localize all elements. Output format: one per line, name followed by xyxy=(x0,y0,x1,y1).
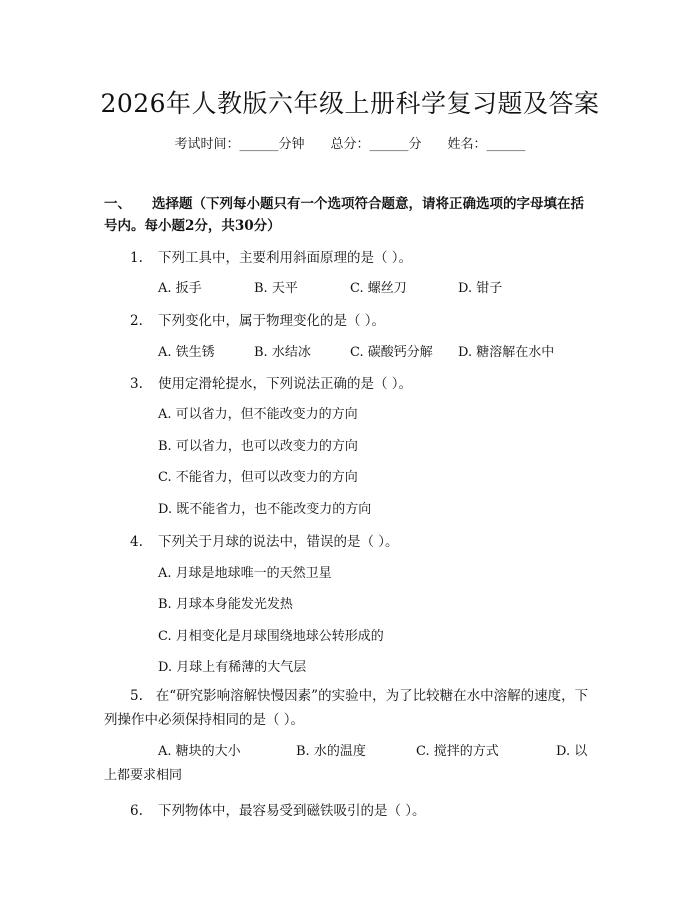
option-d: D. 以上都要求相同 xyxy=(104,744,588,783)
exam-time-field: 考试时间：______分钟 xyxy=(174,137,305,152)
option-d: D. 既不能省力，也不能改变力的方向 xyxy=(158,502,372,517)
question-number: 4. xyxy=(130,534,143,550)
question-text: 使用定滑轮提水，下列说法正确的是（ ）。 xyxy=(158,376,413,392)
question-1 xyxy=(130,246,412,266)
question-text: 下列关于月球的说法中，错误的是（ ）。 xyxy=(158,534,399,550)
option-c: C. 搅拌的方式 xyxy=(416,744,499,759)
question-number: 6. xyxy=(130,803,143,819)
question-5 xyxy=(104,684,598,732)
section-instructions: 选择题（下列每小题只有一个选项符合题意，请将正确选项的字母填在括号内。每小题2分，共30分） xyxy=(104,196,584,234)
option-c: C. 碳酸钙分解 xyxy=(350,345,433,360)
option-a: A. 铁生锈 xyxy=(158,345,215,360)
option-a: A. 糖块的大小 xyxy=(158,744,241,759)
option-b: B. 水结冰 xyxy=(254,345,311,360)
question-5-options xyxy=(104,740,598,788)
option-b: B. 天平 xyxy=(254,281,298,296)
question-number: 2. xyxy=(130,313,143,329)
option-b: B. 水的温度 xyxy=(296,744,366,759)
question-text: 下列物体中，最容易受到磁铁吸引的是（ ）。 xyxy=(158,803,426,819)
question-2 xyxy=(130,309,385,329)
option-a: A. 月球是地球唯一的天然卫星 xyxy=(158,566,332,581)
question-text: 下列变化中，属于物理变化的是（ ）。 xyxy=(158,313,386,329)
option-c: C. 螺丝刀 xyxy=(350,281,407,296)
option-c: C. 月相变化是月球围绕地球公转形成的 xyxy=(158,629,384,644)
student-name-field: 姓名：______ xyxy=(447,137,526,152)
question-number: 1. xyxy=(130,250,143,266)
option-d: D. 钳子 xyxy=(458,281,503,296)
document-title: 2026年人教版六年级上册科学复习题及答案 xyxy=(100,89,600,118)
option-c: C. 不能省力，但可以改变力的方向 xyxy=(158,470,358,485)
total-score-field: 总分：______分 xyxy=(330,137,422,152)
option-d: D. 月球上有稀薄的大气层 xyxy=(158,660,307,675)
question-6 xyxy=(130,799,426,819)
question-number: 5. xyxy=(130,688,143,704)
question-text: 下列工具中，主要利用斜面原理的是（ ）。 xyxy=(158,250,413,266)
question-4 xyxy=(130,530,399,550)
option-b: B. 月球本身能发光发热 xyxy=(158,597,293,612)
question-text: 在“研究影响溶解快慢因素”的实验中，为了比较糖在水中溶解的速度，下列操作中必须保持相同的是（ ）。 xyxy=(104,688,589,728)
section-number: 一、 xyxy=(104,196,131,212)
option-a: A. 扳手 xyxy=(158,281,202,296)
option-a: A. 可以省力，但不能改变力的方向 xyxy=(158,407,358,422)
question-3 xyxy=(130,372,412,392)
option-b: B. 可以省力，也可以改变力的方向 xyxy=(158,439,358,454)
option-d: D. 糖溶解在水中 xyxy=(458,345,555,360)
question-number: 3. xyxy=(130,376,143,392)
section-heading xyxy=(104,193,596,237)
exam-info-line xyxy=(0,133,700,152)
